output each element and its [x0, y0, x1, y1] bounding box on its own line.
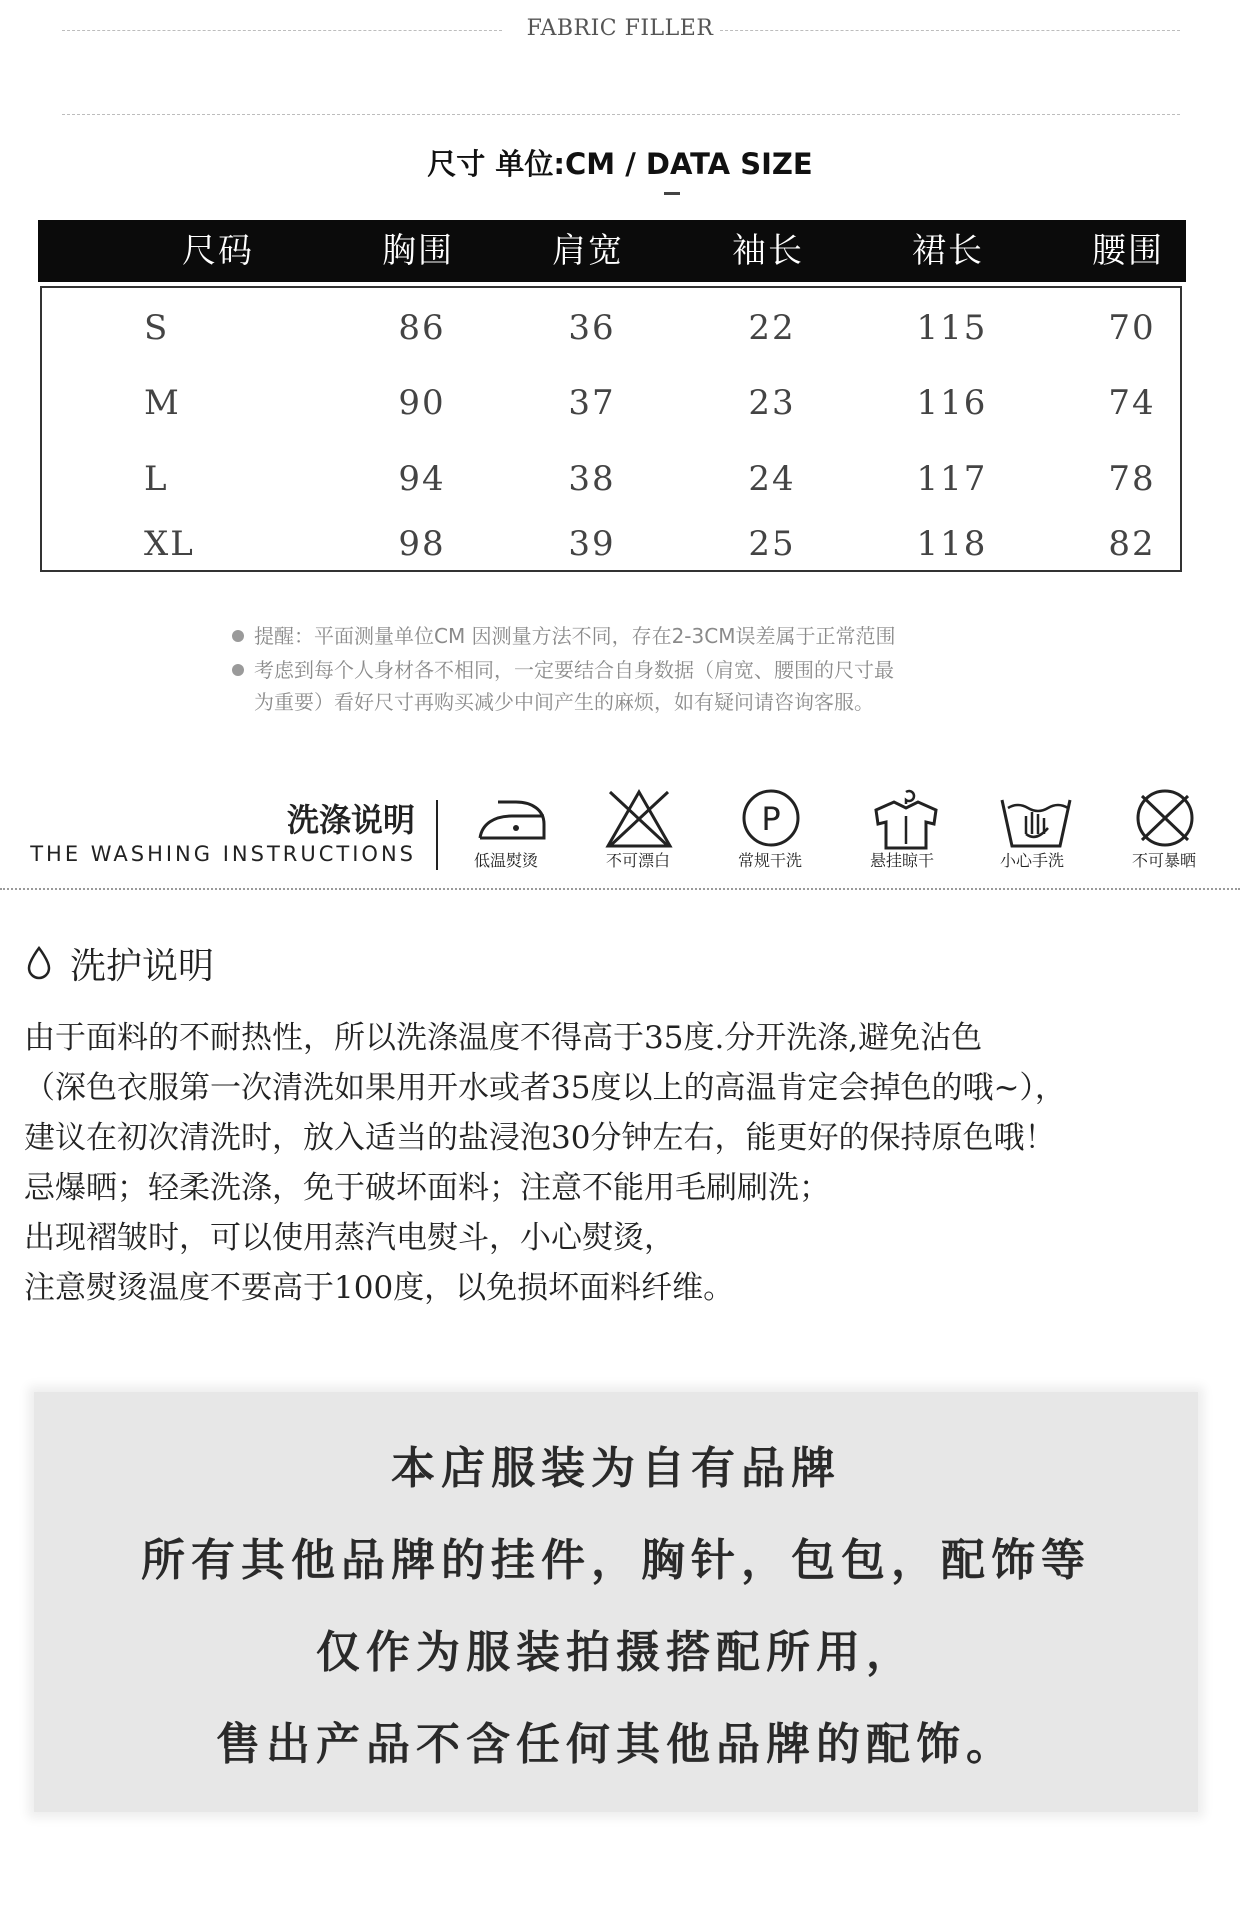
brand-notice-box	[34, 1392, 1198, 1812]
no-bleach-icon	[604, 788, 674, 850]
cell-sleeve: 23	[748, 383, 796, 423]
cell-skirt-length: 115	[916, 308, 988, 348]
cell-size: S	[144, 308, 170, 348]
cell-bust: 86	[398, 308, 446, 348]
cell-skirt-length: 116	[916, 383, 988, 423]
fabric-filler-title: FABRIC FILLER	[526, 16, 714, 41]
cell-shoulder: 39	[568, 524, 616, 564]
care-label: 不可漂白	[605, 851, 670, 870]
table-row	[42, 298, 1180, 358]
col-header-waist: 腰围	[1092, 231, 1164, 271]
care-label: 悬挂晾干	[869, 851, 934, 870]
notice-line: 售出产品不含任何其他品牌的配饰。	[216, 1719, 1016, 1770]
care-line: 忌爆晒；轻柔洗涤，免于破坏面料；注意不能用毛刷刷洗；	[24, 1170, 830, 1206]
care-label: 小心手洗	[999, 851, 1064, 870]
care-line: 出现褶皱时，可以使用蒸汽电熨斗，小心熨烫，	[24, 1220, 675, 1256]
care-symbol-hang-dry	[842, 780, 962, 880]
note-bullet-1	[232, 630, 244, 642]
care-line: 由于面料的不耐热性，所以洗涤温度不得高于35度.分开洗涤,避免沾色	[24, 1020, 983, 1056]
cell-size: XL	[144, 524, 195, 564]
care-label: 常规干洗	[737, 851, 802, 870]
care-symbol-no-sun	[1104, 780, 1224, 880]
col-header-skirt-length: 裙长	[912, 231, 984, 271]
col-header-shoulder: 肩宽	[552, 231, 624, 271]
cell-sleeve: 22	[748, 308, 796, 348]
notice-line: 所有其他品牌的挂件，胸针，包包，配饰等	[141, 1535, 1091, 1586]
note-bullet-2	[232, 664, 244, 676]
notice-line: 仅作为服装拍摄搭配所用，	[316, 1627, 916, 1678]
no-sun-dry-icon	[1130, 788, 1200, 850]
care-label: 低温熨烫	[473, 851, 538, 870]
care-symbol-dry-clean	[710, 780, 830, 880]
care-symbol-iron	[446, 780, 566, 880]
cell-bust: 98	[398, 524, 446, 564]
washing-divider	[436, 800, 438, 870]
care-instructions-title: 洗护说明	[70, 946, 215, 987]
cell-skirt-length: 118	[916, 524, 988, 564]
cell-size: L	[144, 459, 169, 499]
hang-dry-icon	[868, 788, 944, 852]
care-line: 建议在初次清洗时，放入适当的盐浸泡30分钟左右，能更好的保持原色哦！	[24, 1120, 1056, 1156]
size-chart-title: 尺寸 单位:CM / DATA SIZE	[427, 147, 813, 181]
cell-shoulder: 36	[568, 308, 616, 348]
care-symbol-no-bleach	[578, 780, 698, 880]
low-temperature-iron-icon	[472, 788, 552, 848]
cell-sleeve: 24	[748, 459, 796, 499]
size-table-header	[38, 220, 1186, 282]
header-divider-full	[62, 114, 1180, 115]
cell-sleeve: 25	[748, 524, 796, 564]
size-advice-note-line1: 考虑到每个人身材各不相同，一定要结合自身数据（肩宽、腰围的尺寸最	[254, 658, 894, 682]
cell-bust: 94	[398, 459, 446, 499]
care-label: 不可暴晒	[1131, 851, 1196, 870]
cell-shoulder: 37	[568, 383, 616, 423]
cell-bust: 90	[398, 383, 446, 423]
care-line: 注意熨烫温度不要高于100度，以免损坏面料纤维。	[24, 1270, 735, 1306]
col-header-bust: 胸围	[382, 231, 454, 271]
cell-waist: 74	[1108, 383, 1156, 423]
notice-line: 本店服装为自有品牌	[391, 1443, 841, 1494]
table-row	[42, 514, 1180, 574]
table-row	[42, 373, 1180, 433]
col-header-size: 尺码	[182, 231, 254, 271]
table-row	[42, 449, 1180, 509]
size-advice-note-line2: 为重要）看好尺寸再购买减少中间产生的麻烦，如有疑问请咨询客服。	[254, 690, 874, 714]
header-divider-left	[62, 30, 502, 31]
care-line: （深色衣服第一次清洗如果用开水或者35度以上的高温肯定会掉色的哦~），	[24, 1070, 1066, 1106]
measurement-note: 提醒：平面测量单位CM 因测量方法不同，存在2-3CM误差属于正常范围	[254, 624, 896, 648]
cell-size: M	[144, 383, 181, 423]
cell-skirt-length: 117	[916, 459, 988, 499]
washing-section-divider	[0, 888, 1240, 890]
col-header-sleeve: 袖长	[732, 231, 804, 271]
size-table-body	[40, 286, 1182, 572]
header-divider-right	[720, 30, 1180, 31]
washing-title-cn: 洗涤说明	[286, 801, 415, 839]
hand-wash-icon	[998, 788, 1074, 850]
title-underline-mark	[664, 192, 680, 195]
cell-waist: 78	[1108, 459, 1156, 499]
care-symbol-hand-wash	[972, 780, 1092, 880]
cell-waist: 82	[1108, 524, 1156, 564]
washing-title-en: THE WASHING INSTRUCTIONS	[30, 842, 416, 866]
water-drop-icon	[26, 945, 52, 981]
cell-shoulder: 38	[568, 459, 616, 499]
svg-text:P: P	[761, 800, 781, 838]
dry-clean-p-icon	[736, 788, 806, 850]
cell-waist: 70	[1108, 308, 1156, 348]
